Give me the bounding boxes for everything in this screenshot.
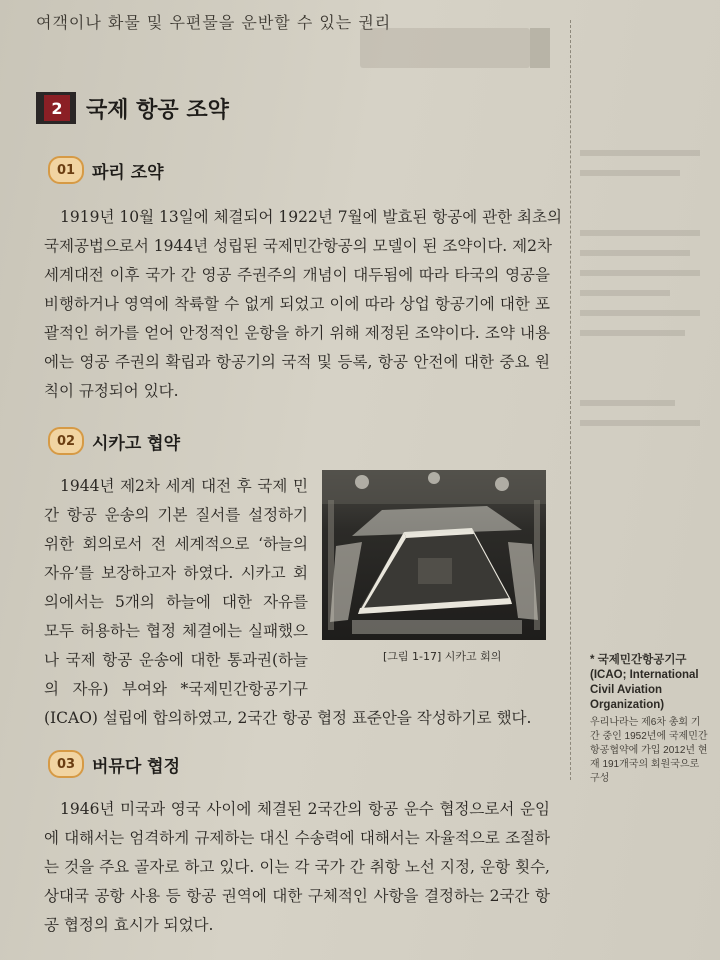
faded-bleedthrough-text — [580, 310, 700, 316]
paragraph-line: 1944년 제2차 세계 대전 후 국제 민 — [60, 477, 308, 495]
section-title: 시카고 협약 — [92, 433, 181, 454]
paragraph-line: 간 항공 운송의 기본 질서를 설정하기 — [44, 506, 308, 524]
side-note-title: * 국제민간항공기구(ICAO; International Civil Aviation Organization) — [590, 654, 699, 711]
section-badge: 01 — [48, 156, 84, 184]
side-note-body: 우리나라는 제6차 총회 기간 중인 1952년에 국제민간항공협약에 가입 2012년 현재 191개국의 회원국으로 구성 — [590, 717, 708, 784]
paragraph-line: 에는 영공 주권의 확립과 항공기의 국적 및 등록, 항공 안전에 대한 중요 원 — [44, 353, 550, 371]
paragraph-line: 1946년 미국과 영국 사이에 체결된 2국간의 항공 운수 협정으로서 운임 — [60, 800, 550, 818]
paragraph-line: 괄적인 허가를 얻어 안정적인 운항을 하기 위해 제정된 조약이다. 조약 내용 — [44, 324, 550, 342]
section-paragraph — [44, 795, 550, 940]
paragraph-line: (ICAO) 설립에 합의하였고, 2국간 항공 협정 표준안을 작성하기로 했다. — [44, 709, 532, 727]
faded-bleedthrough-text — [580, 250, 690, 256]
paragraph-line: 칙이 규정되어 있다. — [44, 382, 179, 400]
faded-bleedthrough-text — [580, 150, 700, 156]
chapter-title: 국제 항공 조약 — [86, 97, 229, 123]
section-title: 파리 조약 — [92, 162, 164, 183]
paragraph-line: 의에서는 5개의 하늘에 대한 자유를 — [44, 593, 308, 611]
paragraph-line: 국제공법으로서 1944년 성립된 국제민간항공의 모델이 된 조약이다. 제2차 — [44, 237, 552, 255]
chapter-heading — [36, 92, 229, 124]
section-paragraph — [44, 203, 562, 406]
chapter-number: 2 — [44, 95, 70, 121]
figure-caption: [그림 1-17] 시카고 회의 — [383, 650, 502, 663]
paragraph-line: 는 것을 주요 골자로 하고 있다. 이는 각 국가 간 취항 노선 지정, 운항 횟수, — [44, 858, 550, 876]
paragraph-line: 1919년 10월 13일에 체결되어 1922년 7월에 발효된 항공에 관한 최초의 — [60, 208, 562, 226]
faded-bleedthrough-text — [580, 400, 675, 406]
paragraph-line: 자유’를 보장하고자 하였다. 시카고 회 — [44, 564, 308, 582]
paragraph-line: 세계대전 이후 국가 간 영공 주권주의 개념이 대두됨에 따라 타국의 영공을 — [44, 266, 550, 284]
paragraph-line: 상대국 공항 사용 등 항공 권역에 대한 구체적인 사항을 결정하는 2국간 항 — [44, 887, 550, 905]
margin-divider — [570, 20, 571, 780]
section-badge: 02 — [48, 427, 84, 455]
chapter-number-block — [36, 92, 76, 124]
side-note — [590, 653, 710, 786]
chicago-conference-photo — [322, 470, 546, 640]
faded-bleedthrough-text — [580, 270, 700, 276]
faded-bleedthrough-text — [580, 330, 685, 336]
section-heading — [48, 427, 180, 455]
faded-bleedthrough-mark — [530, 28, 550, 68]
paragraph-line: 공 협정의 효시가 되었다. — [44, 916, 214, 934]
section-title: 버뮤다 협정 — [92, 756, 181, 777]
faded-bleedthrough-box — [360, 28, 530, 68]
paragraph-line: 모두 허용하는 협정 체결에는 실패했으 — [44, 622, 308, 640]
faded-bleedthrough-text — [580, 420, 700, 426]
faded-bleedthrough-text — [580, 230, 700, 236]
section-heading — [48, 156, 164, 184]
conference-hall-illustration — [322, 470, 546, 640]
faded-bleedthrough-text — [580, 290, 670, 296]
paragraph-line: 에 대해서는 엄격하게 규제하는 대신 수송력에 대해서는 자율적으로 조절하 — [44, 829, 550, 847]
paragraph-line: 나 국제 항공 운송에 대한 통과권(하늘 — [44, 651, 308, 669]
running-header: 여객이나 화물 및 우편물을 운반할 수 있는 권리 — [36, 13, 392, 32]
faded-bleedthrough-text — [580, 170, 680, 176]
paragraph-line: 의 자유) 부여와 *국제민간항공기구 — [44, 680, 308, 698]
section-badge: 03 — [48, 750, 84, 778]
section-heading — [48, 750, 180, 778]
paragraph-line: 비행하거나 영역에 착륙할 수 없게 되었고 이에 따라 상업 항공기에 대한 포 — [44, 295, 550, 313]
paragraph-line: 위한 회의로서 전 세계적으로 ‘하늘의 — [44, 535, 308, 553]
